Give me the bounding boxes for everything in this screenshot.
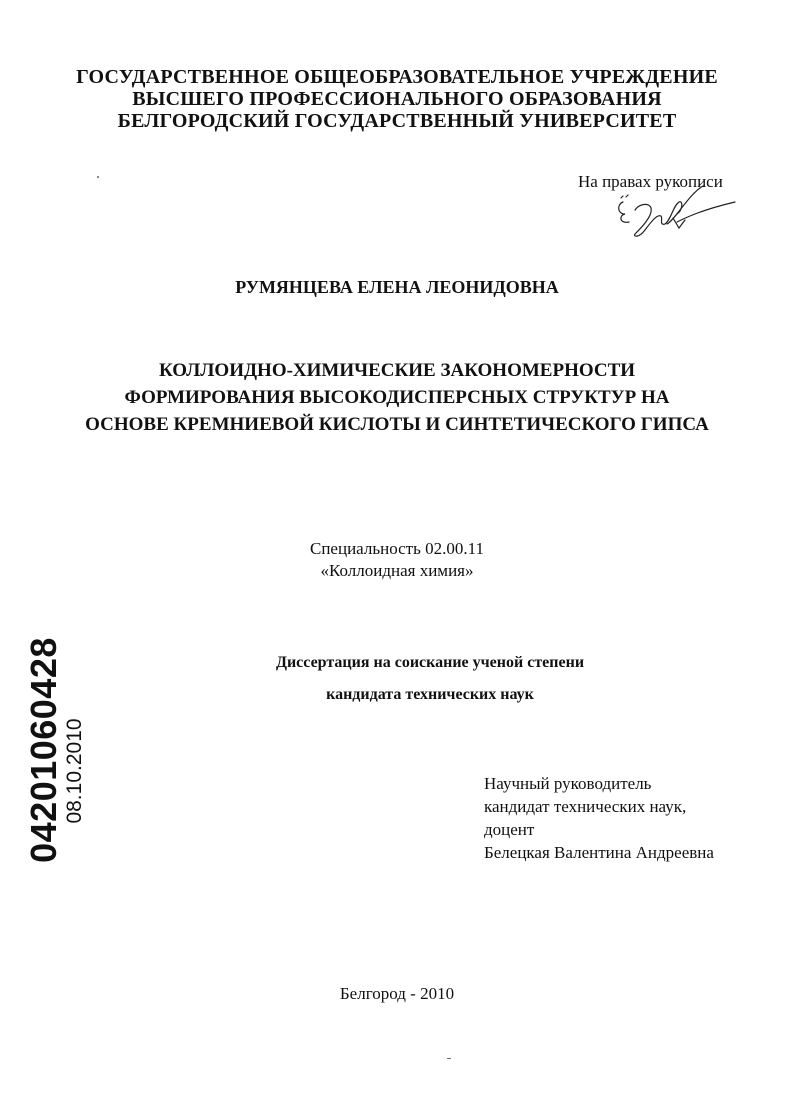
signature bbox=[605, 184, 745, 244]
title-line-2: ФОРМИРОВАНИЯ ВЫСОКОДИСПЕРСНЫХ СТРУКТУР НА bbox=[124, 387, 670, 408]
degree-statement bbox=[200, 647, 660, 711]
speck bbox=[447, 1058, 451, 1059]
institution-line-3: БЕЛГОРОДСКИЙ ГОСУДАРСТВЕННЫЙ УНИВЕРСИТЕТ bbox=[117, 110, 677, 132]
institution-line-1: ГОСУДАРСТВЕННОЕ ОБЩЕОБРАЗОВАТЕЛЬНОЕ УЧРЕЖДЕНИЕ bbox=[76, 66, 718, 88]
title-line-3: ОСНОВЕ КРЕМНИЕВОЙ КИСЛОТЫ И СИНТЕТИЧЕСКОГО ГИПСА bbox=[85, 414, 709, 435]
author-name: РУМЯНЦЕВА ЕЛЕНА ЛЕОНИДОВНА bbox=[235, 277, 559, 297]
manuscript-note: На правах рукописи bbox=[578, 172, 723, 191]
supervisor-line-4: Белецкая Валентина Андреевна bbox=[484, 843, 714, 862]
specialty-code: Специальность 02.00.11 bbox=[310, 539, 484, 558]
degree-line-2: кандидата технических наук bbox=[326, 686, 534, 703]
institution-header bbox=[0, 66, 794, 132]
degree-line-1: Диссертация на соискание ученой степени bbox=[275, 654, 585, 671]
supervisor-line-2: кандидат технических наук, bbox=[484, 797, 687, 816]
speck bbox=[97, 176, 99, 178]
specialty bbox=[0, 538, 794, 582]
supervisor-line-1: Научный руководитель bbox=[484, 774, 652, 793]
city-year: Белгород - 2010 bbox=[339, 984, 455, 1003]
institution-line-2: ВЫСШЕГО ПРОФЕССИОНАЛЬНОГО ОБРАЗОВАНИЯ bbox=[132, 88, 662, 110]
title-line-1: КОЛЛОИДНО-ХИМИЧЕСКИЕ ЗАКОНОМЕРНОСТИ bbox=[158, 360, 636, 381]
supervisor-block bbox=[484, 772, 714, 864]
library-stamp-code: 04201060428 bbox=[23, 637, 64, 863]
specialty-name: «Коллоидная химия» bbox=[320, 561, 474, 580]
library-stamp-date: 08.10.2010 bbox=[63, 718, 86, 824]
supervisor-line-3: доцент bbox=[484, 820, 535, 839]
dissertation-title bbox=[0, 357, 794, 438]
